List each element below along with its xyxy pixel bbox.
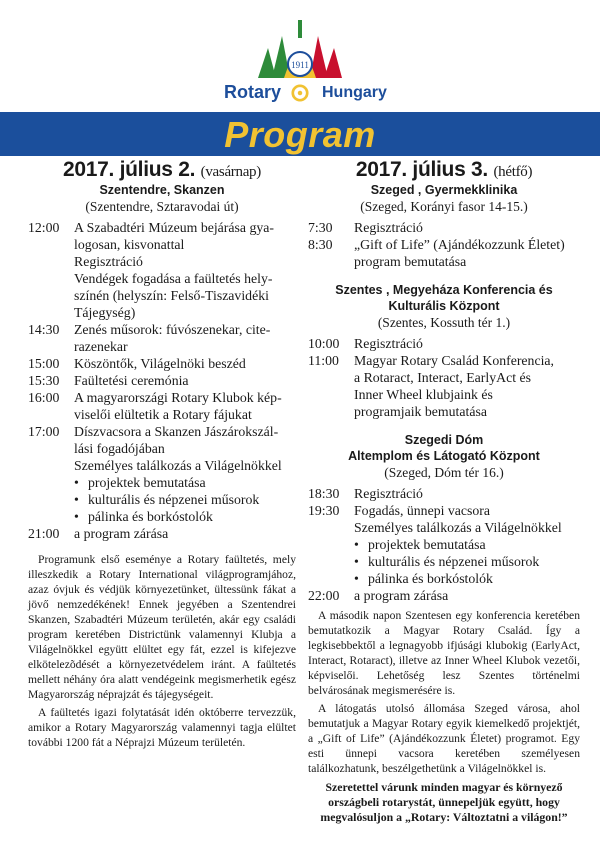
bullet-icon: • (74, 492, 79, 507)
schedule-line: razenekar (74, 339, 128, 354)
logo-hungary-text: Hungary (322, 84, 387, 101)
schedule-line: a program zárása (74, 526, 169, 541)
schedule-line: Díszvacsora a Skanzen Jászárokszál- (74, 424, 279, 439)
schedule-time: 16:00 (28, 390, 60, 405)
schedule-line: Vendégek fogadása a faültetés hely- (74, 271, 273, 286)
bullet-item (28, 508, 296, 525)
day2-venue-3-line1: Szegedi Dóm (404, 433, 484, 447)
day2-venue: Szeged , Gyermekklinika (370, 183, 518, 197)
day1-paragraph-2: A faültetés igazi folytatását idén októberre tervezzük, amikor a Rotary Magyarország valamennyi tagja elültet további 1200 fát a Néprajzi Múzeum területén. (28, 706, 296, 749)
schedule-item (28, 321, 296, 355)
schedule-item (308, 219, 580, 236)
schedule-line: viselői elültetik a Rotary fájukat (74, 407, 252, 422)
schedule-line: Regisztráció (354, 486, 423, 501)
schedule-line: Zenés műsorok: fúvószenekar, cite- (74, 322, 271, 337)
day2-weekday: (hétfő) (493, 164, 533, 180)
bullet-item (28, 491, 296, 508)
day2-venue-2: Szentes , Megyeháza Konferencia és Kulturális Központ (335, 283, 553, 313)
day1-weekday: (vasárnap) (200, 164, 261, 180)
day2-address-2: (Szentes, Kossuth tér 1.) (377, 315, 511, 330)
schedule-line: a Rotaract, Interact, EarlyAct és (354, 370, 531, 385)
bullet-item (308, 553, 580, 570)
schedule-line: Regisztráció (354, 220, 423, 235)
bullet-icon: • (354, 571, 359, 586)
schedule-line: Tájegység) (74, 305, 136, 320)
bullet-text: pálinka és borkóstolók (368, 571, 493, 586)
day2-paragraph-1: A második napon Szentesen egy konferencia keretében bemutatkozik a Magyar Rotary Család. Így a legkisebbektől a legnagyobb ifjúsági klubokig (EarlyAct, Interact, Rotaract), illetve az Inner Wheel Klubok vezetői, képviselői. Lehetőség lesz Szentes történelmi belvárosának megismerésére is. (308, 609, 580, 697)
schedule-time: 22:00 (308, 588, 340, 603)
day2-address: (Szeged, Korányi fasor 14-15.) (360, 199, 528, 214)
closing-invitation: Szeretettel várunk minden magyar és környező országbeli rotarystát, ünnepeljük együtt, hogy megvalósuljon a „Rotary: Változtatni a világon!” (320, 780, 568, 824)
bullet-text: projektek bemutatása (88, 475, 206, 490)
schedule-item (308, 236, 580, 270)
schedule-line: A magyarországi Rotary Klubok kép- (74, 390, 282, 405)
schedule-line: színén (helyszín: Felső-Tiszavidéki (74, 288, 269, 303)
schedule-line: Magyar Rotary Család Konferencia, (354, 353, 554, 368)
logo-year: 1911 (291, 60, 309, 70)
bullet-text: projektek bemutatása (368, 537, 486, 552)
day2-column (308, 156, 580, 825)
bullet-item (308, 536, 580, 553)
bullet-text: kulturális és népzenei műsorok (88, 492, 260, 507)
schedule-line: Inner Wheel klubjaink és (354, 387, 493, 402)
schedule-line: Köszöntők, Világelnöki beszéd (74, 356, 246, 371)
schedule-line: a program zárása (354, 588, 449, 603)
schedule-item (28, 423, 296, 474)
schedule-time: 7:30 (308, 220, 333, 235)
parliament-crest-icon (250, 18, 350, 84)
day2-date-heading (308, 158, 580, 182)
schedule-time: 18:30 (308, 486, 340, 501)
schedule-time: 10:00 (308, 336, 340, 351)
day1-venue: Szentendre, Skanzen (99, 183, 225, 197)
day1-address: (Szentendre, Sztaravodai út) (85, 199, 239, 214)
bullet-icon: • (74, 509, 79, 524)
logo-rotary-text: Rotary (224, 82, 282, 102)
schedule-line: Regisztráció (74, 254, 143, 269)
day2-date: 2017. július 3. (355, 158, 488, 181)
schedule-line: programjaik bemutatása (354, 404, 487, 419)
schedule-line: Faültetési ceremónia (74, 373, 189, 388)
program-banner (0, 112, 600, 156)
schedule-item (28, 389, 296, 423)
bullet-text: kulturális és népzenei műsorok (368, 554, 540, 569)
schedule-item (308, 352, 580, 420)
schedule-line: A Szabadtéri Múzeum bejárása gya- (74, 220, 274, 235)
day2-address-3: (Szeged, Dóm tér 16.) (384, 465, 504, 480)
day1-column (28, 156, 296, 753)
schedule-time: 19:30 (308, 503, 340, 518)
schedule-item (28, 372, 296, 389)
schedule-time: 12:00 (28, 220, 60, 235)
schedule-line: Személyes találkozás a Világelnökkel (354, 520, 562, 535)
bullet-icon: • (354, 537, 359, 552)
schedule-time: 15:30 (28, 373, 60, 388)
bullet-item (308, 570, 580, 587)
day2-venue-3 (308, 432, 580, 464)
schedule-item (28, 355, 296, 372)
schedule-time: 21:00 (28, 526, 60, 541)
schedule-line: Regisztráció (354, 336, 423, 351)
day2-paragraph-2: A látogatás utolsó állomása Szeged városa, ahol bemutatjuk a Magyar Rotary egyik kiemelkedő projektjét, a „Gift of Life” (Ajándékozzunk Életet) programot. Egy esti ünnepi vacsora keretében személyesen találkozhatunk, beszélgethetünk a Világelnökkel is. (308, 702, 580, 775)
day2-venue-3-line2: Altemplom és Látogató Központ (348, 449, 540, 463)
schedule-item (28, 525, 296, 542)
schedule-time: 17:00 (28, 424, 60, 439)
bullet-item (28, 474, 296, 491)
schedule-line: Személyes találkozás a Világelnökkel (74, 458, 282, 473)
schedule-item (308, 502, 580, 536)
schedule-line: logosan, kisvonattal (74, 237, 185, 252)
program-title: Program (224, 114, 376, 155)
schedule-item (308, 485, 580, 502)
schedule-time: 8:30 (308, 237, 333, 252)
schedule-time: 11:00 (308, 353, 339, 368)
schedule-item (308, 587, 580, 604)
day1-date-heading (28, 158, 296, 182)
day1-date: 2017. július 2. (63, 158, 196, 181)
bullet-icon: • (354, 554, 359, 569)
bullet-text: pálinka és borkóstolók (88, 509, 213, 524)
day1-paragraph-1: Programunk első eseménye a Rotary faültetés, mely illeszkedik a Rotary International világprogramjához, azaz óvjuk és védjük környezetünket, ültessünk fákat a jövő nemzedékének! Ennek jegyében a Szentendrei Skanzen, Szabadtéri Múzeum területén, akár egy családi program keretében Districtünk valamennyi Klubja a Világelnökkel együtt elültet egy fát, ezzel is kifejezve elkötelezõdését a környezetvédelem iránt. A faültetés mellett néhány óra alatt vendégeink megismerhetik egész Magyarország néprajzát és tájegységeit. (28, 553, 296, 701)
schedule-time: 14:30 (28, 322, 60, 337)
schedule-item (28, 219, 296, 321)
schedule-line: Fogadás, ünnepi vacsora (354, 503, 491, 518)
bullet-icon: • (74, 475, 79, 490)
schedule-line: program bemutatása (354, 254, 467, 269)
schedule-line: „Gift of Life” (Ajándékozzunk Életet) (354, 237, 565, 252)
schedule-item (308, 335, 580, 352)
schedule-time: 15:00 (28, 356, 60, 371)
schedule-line: lási fogadójában (74, 441, 165, 456)
rotary-wheel-icon (291, 84, 309, 102)
rotary-hungary-logo (0, 18, 600, 110)
